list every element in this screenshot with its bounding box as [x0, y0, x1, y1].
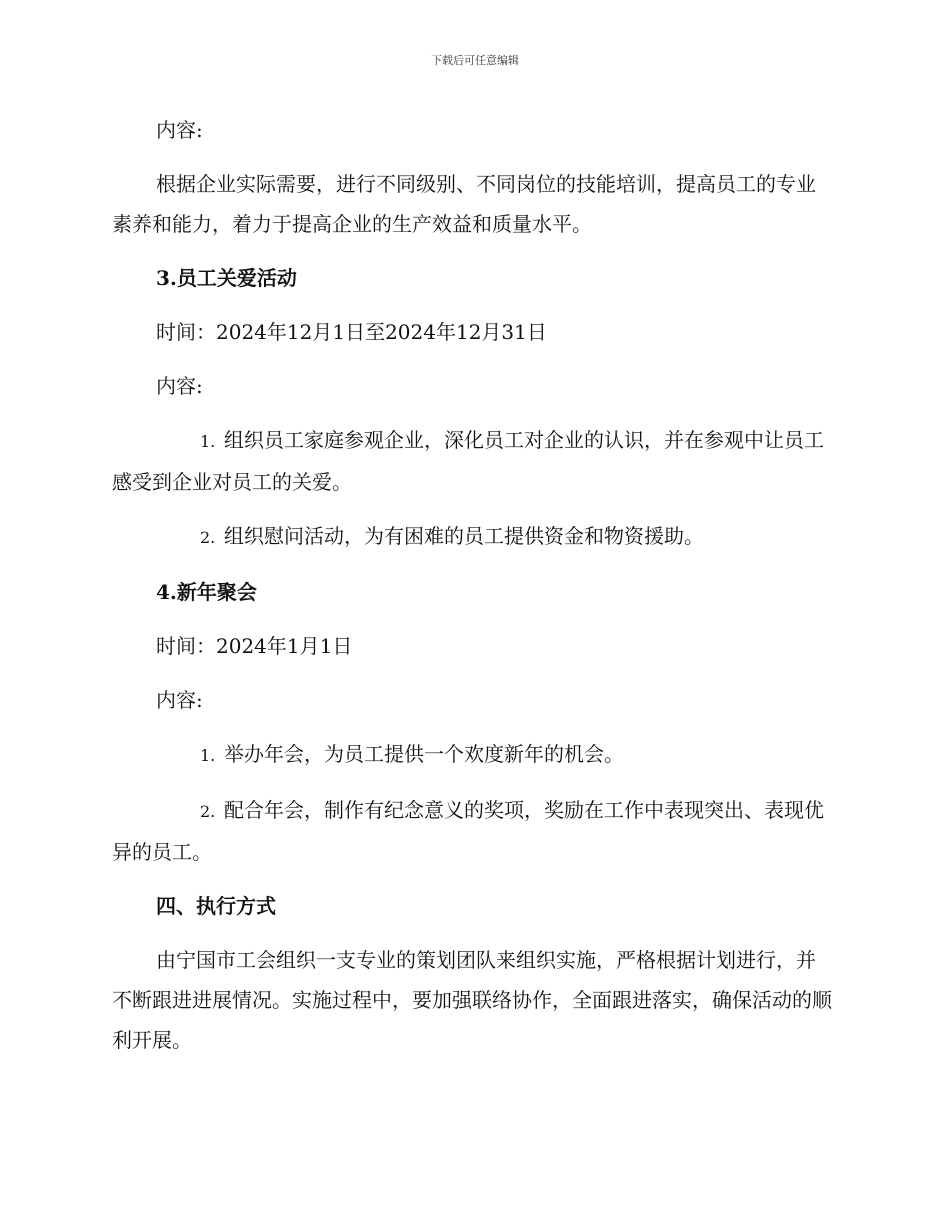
- paragraph-execution: 由宁国市工会组织一支专业的策划团队来组织实施，严格根据计划进行，并不断跟进进展情况。实施过程中，要加强联络协作，全面跟进落实，确保活动的顺利开展。: [112, 948, 832, 1052]
- list-number: 2.: [200, 528, 216, 547]
- list-item-text: 配合年会，制作有纪念意义的奖项，奖励在工作中表现突出、表现优异的员工。: [112, 798, 824, 864]
- list-number: 2.: [200, 802, 216, 821]
- list-item-text: 组织慰问活动，为有困难的员工提供资金和物资援助。: [224, 524, 704, 548]
- content-label: 内容:: [156, 374, 203, 398]
- time-employee-care: 时间：2024年12月1日至2024年12月31日: [156, 320, 547, 344]
- list-item: [112, 734, 834, 776]
- section-heading-new-year-party: 4.新年聚会: [156, 580, 257, 604]
- section-heading-employee-care: 3.员工关爱活动: [156, 266, 297, 290]
- document-body: [112, 110, 834, 1060]
- section-heading-execution: 四、执行方式: [156, 894, 276, 918]
- content-label: 内容:: [156, 118, 203, 142]
- list-item: [112, 790, 834, 872]
- list-number: 1.: [200, 432, 216, 451]
- list-item-text: 举办年会，为员工提供一个欢度新年的机会。: [224, 742, 624, 766]
- content-label: 内容:: [156, 688, 203, 712]
- time-new-year-party: 时间：2024年1月1日: [156, 634, 353, 658]
- list-item: [112, 420, 834, 502]
- paragraph-training-content: 根据企业实际需要，进行不同级别、不同岗位的技能培训，提高员工的专业素养和能力，着力于提高企业的生产效益和质量水平。: [112, 172, 816, 236]
- list-item: [112, 516, 834, 558]
- page-header: 下载后可任意编辑: [431, 54, 519, 67]
- list-number: 1.: [200, 746, 216, 765]
- list-item-text: 组织员工家庭参观企业，深化员工对企业的认识，并在参观中让员工感受到企业对员工的关爱。: [112, 428, 824, 494]
